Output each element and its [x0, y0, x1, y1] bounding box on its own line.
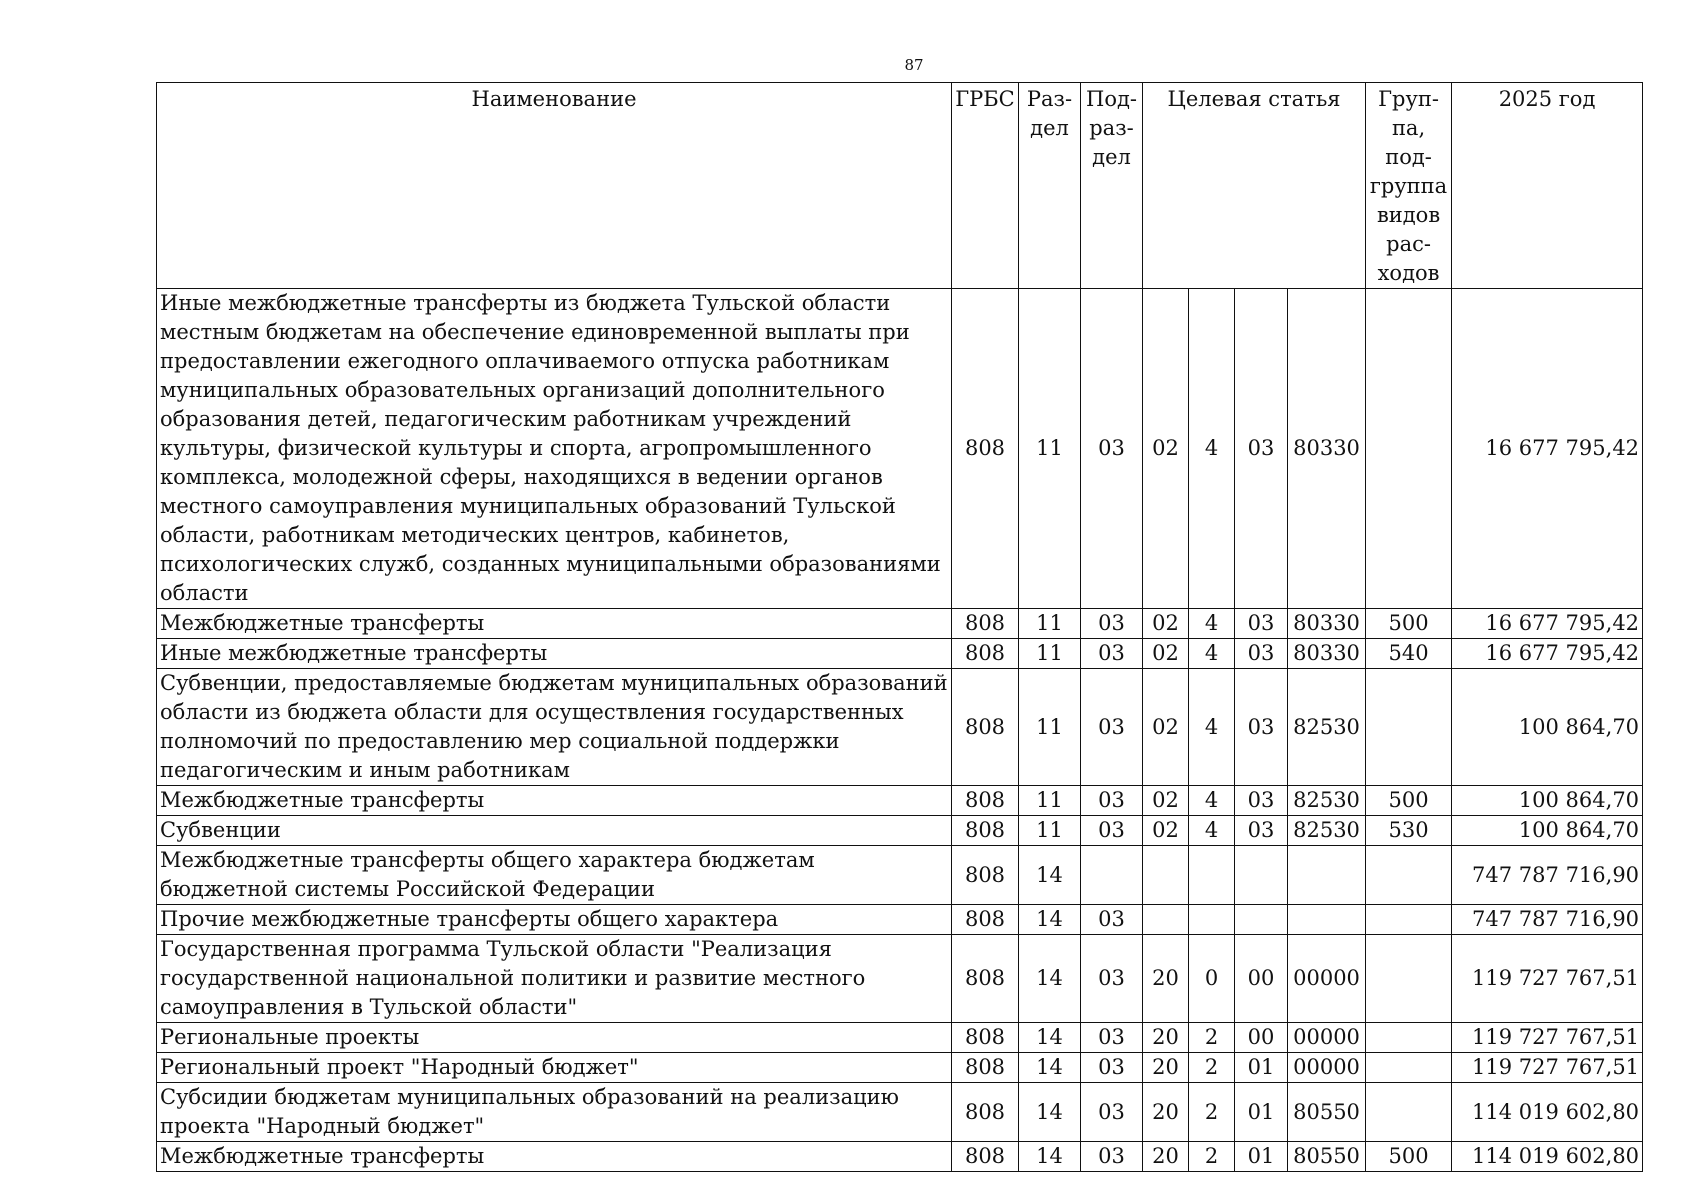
row-section: 14	[1019, 1142, 1081, 1172]
table-row	[157, 289, 1643, 609]
row-expense-group	[1366, 289, 1452, 609]
row-target-program: 02	[1143, 816, 1189, 846]
row-amount-2025: 100 864,70	[1452, 669, 1643, 786]
row-amount-2025: 119 727 767,51	[1452, 1023, 1643, 1053]
row-name: Иные межбюджетные трансферты	[157, 639, 952, 669]
row-subsection: 03	[1081, 905, 1143, 935]
row-target-direction: 00000	[1288, 1023, 1366, 1053]
table-row	[157, 846, 1643, 905]
row-subsection: 03	[1081, 816, 1143, 846]
row-name: Субвенции, предоставляемые бюджетам муниципальных образований области из бюджета области для осуществления государственных полномочий по предоставлению мер социальной поддержки педагогическим и иным работникам	[157, 669, 952, 786]
budget-table	[156, 82, 1643, 1172]
row-target-type: 4	[1189, 609, 1235, 639]
row-section: 14	[1019, 1083, 1081, 1142]
row-amount-2025: 119 727 767,51	[1452, 935, 1643, 1023]
row-subsection: 03	[1081, 935, 1143, 1023]
row-subsection: 03	[1081, 1023, 1143, 1053]
row-target-structure	[1235, 905, 1288, 935]
row-amount-2025: 100 864,70	[1452, 816, 1643, 846]
row-name: Межбюджетные трансферты	[157, 786, 952, 816]
header-grbs: ГРБС	[952, 83, 1019, 289]
row-target-structure: 03	[1235, 816, 1288, 846]
row-target-program: 20	[1143, 1023, 1189, 1053]
row-target-program: 02	[1143, 786, 1189, 816]
row-expense-group	[1366, 1053, 1452, 1083]
row-target-direction: 80550	[1288, 1083, 1366, 1142]
row-target-direction	[1288, 846, 1366, 905]
row-target-program: 20	[1143, 1053, 1189, 1083]
row-target-direction: 00000	[1288, 1053, 1366, 1083]
row-target-direction: 80330	[1288, 289, 1366, 609]
table-row	[157, 935, 1643, 1023]
row-target-program	[1143, 905, 1189, 935]
table-body	[157, 289, 1643, 1172]
row-grbs: 808	[952, 669, 1019, 786]
row-target-program: 20	[1143, 935, 1189, 1023]
row-name: Субвенции	[157, 816, 952, 846]
row-target-structure: 00	[1235, 1023, 1288, 1053]
row-target-type	[1189, 846, 1235, 905]
row-amount-2025: 119 727 767,51	[1452, 1053, 1643, 1083]
row-target-direction: 80330	[1288, 639, 1366, 669]
row-name: Межбюджетные трансферты общего характера бюджетам бюджетной системы Российской Федерации	[157, 846, 952, 905]
header-subsection: Под- раз- дел	[1081, 83, 1143, 289]
row-subsection: 03	[1081, 1142, 1143, 1172]
row-target-program: 02	[1143, 289, 1189, 609]
row-grbs: 808	[952, 1023, 1019, 1053]
row-target-direction: 82530	[1288, 786, 1366, 816]
row-target-direction: 82530	[1288, 816, 1366, 846]
row-expense-group	[1366, 1023, 1452, 1053]
row-amount-2025: 100 864,70	[1452, 786, 1643, 816]
row-expense-group	[1366, 669, 1452, 786]
row-target-type	[1189, 905, 1235, 935]
row-subsection: 03	[1081, 289, 1143, 609]
row-expense-group	[1366, 905, 1452, 935]
row-name: Региональные проекты	[157, 1023, 952, 1053]
row-section: 14	[1019, 846, 1081, 905]
row-amount-2025: 114 019 602,80	[1452, 1142, 1643, 1172]
row-expense-group	[1366, 846, 1452, 905]
row-grbs: 808	[952, 816, 1019, 846]
row-grbs: 808	[952, 786, 1019, 816]
row-target-structure: 00	[1235, 935, 1288, 1023]
row-subsection	[1081, 846, 1143, 905]
row-name: Межбюджетные трансферты	[157, 609, 952, 639]
row-name: Государственная программа Тульской области "Реализация государственной национальной политики и развитие местного самоуправления в Тульской области"	[157, 935, 952, 1023]
row-amount-2025: 16 677 795,42	[1452, 289, 1643, 609]
table-row	[157, 669, 1643, 786]
row-grbs: 808	[952, 846, 1019, 905]
row-target-type: 4	[1189, 639, 1235, 669]
row-subsection: 03	[1081, 639, 1143, 669]
row-target-direction: 00000	[1288, 935, 1366, 1023]
row-subsection: 03	[1081, 669, 1143, 786]
row-target-type: 2	[1189, 1142, 1235, 1172]
row-expense-group	[1366, 935, 1452, 1023]
row-target-type: 2	[1189, 1053, 1235, 1083]
row-expense-group: 540	[1366, 639, 1452, 669]
row-target-type: 0	[1189, 935, 1235, 1023]
row-target-structure: 01	[1235, 1142, 1288, 1172]
row-section: 14	[1019, 1053, 1081, 1083]
row-target-type: 2	[1189, 1083, 1235, 1142]
row-subsection: 03	[1081, 609, 1143, 639]
row-name: Субсидии бюджетам муниципальных образований на реализацию проекта "Народный бюджет"	[157, 1083, 952, 1142]
row-target-structure: 03	[1235, 639, 1288, 669]
row-target-structure: 03	[1235, 609, 1288, 639]
row-amount-2025: 747 787 716,90	[1452, 905, 1643, 935]
row-target-direction: 80550	[1288, 1142, 1366, 1172]
row-target-type: 4	[1189, 669, 1235, 786]
row-target-program: 02	[1143, 669, 1189, 786]
row-target-structure: 03	[1235, 289, 1288, 609]
row-target-type: 4	[1189, 289, 1235, 609]
row-grbs: 808	[952, 935, 1019, 1023]
row-target-type: 4	[1189, 816, 1235, 846]
header-year-2025: 2025 год	[1452, 83, 1643, 289]
page-number: 87	[904, 56, 924, 74]
row-subsection: 03	[1081, 1053, 1143, 1083]
row-section: 11	[1019, 639, 1081, 669]
row-expense-group: 500	[1366, 786, 1452, 816]
row-subsection: 03	[1081, 786, 1143, 816]
header-target-article: Целевая статья	[1143, 83, 1366, 289]
row-section: 11	[1019, 609, 1081, 639]
row-target-program: 20	[1143, 1083, 1189, 1142]
row-amount-2025: 747 787 716,90	[1452, 846, 1643, 905]
table-row	[157, 1053, 1643, 1083]
row-grbs: 808	[952, 609, 1019, 639]
row-target-type: 4	[1189, 786, 1235, 816]
table-row	[157, 786, 1643, 816]
row-target-structure: 03	[1235, 669, 1288, 786]
row-target-structure: 01	[1235, 1053, 1288, 1083]
row-target-direction: 82530	[1288, 669, 1366, 786]
table-row	[157, 1142, 1643, 1172]
row-target-structure: 01	[1235, 1083, 1288, 1142]
table-row	[157, 905, 1643, 935]
row-section: 11	[1019, 816, 1081, 846]
table-row	[157, 639, 1643, 669]
row-amount-2025: 16 677 795,42	[1452, 639, 1643, 669]
row-expense-group: 500	[1366, 1142, 1452, 1172]
header-name: Наименование	[157, 83, 952, 289]
row-expense-group: 530	[1366, 816, 1452, 846]
row-section: 11	[1019, 669, 1081, 786]
row-name: Межбюджетные трансферты	[157, 1142, 952, 1172]
table-row	[157, 1083, 1643, 1142]
table-row	[157, 609, 1643, 639]
row-grbs: 808	[952, 639, 1019, 669]
row-subsection: 03	[1081, 1083, 1143, 1142]
row-name: Иные межбюджетные трансферты из бюджета Тульской области местным бюджетам на обеспечение единовременной выплаты при предоставлении ежегодного оплачиваемого отпуска работникам муниципальных образовательных организаций дополнительного образования детей, педагогическим работникам учреждений культуры, физической культуры и спорта, агропромышленного комплекса, молодежной сферы, находящихся в ведении органов местного самоуправления муниципальных образований Тульской области, работникам методических центров, кабинетов, психологических служб, созданных муниципальными образованиями области	[157, 289, 952, 609]
header-expense-group: Груп- па, под- группа видов рас- ходов	[1366, 83, 1452, 289]
row-target-direction: 80330	[1288, 609, 1366, 639]
row-grbs: 808	[952, 1083, 1019, 1142]
row-target-structure	[1235, 846, 1288, 905]
table-header-row	[157, 83, 1643, 289]
row-expense-group: 500	[1366, 609, 1452, 639]
row-target-structure: 03	[1235, 786, 1288, 816]
row-grbs: 808	[952, 1053, 1019, 1083]
row-target-program: 20	[1143, 1142, 1189, 1172]
row-target-program	[1143, 846, 1189, 905]
row-section: 14	[1019, 905, 1081, 935]
row-amount-2025: 16 677 795,42	[1452, 609, 1643, 639]
row-expense-group	[1366, 1083, 1452, 1142]
row-target-program: 02	[1143, 639, 1189, 669]
row-name: Региональный проект "Народный бюджет"	[157, 1053, 952, 1083]
row-grbs: 808	[952, 905, 1019, 935]
row-target-direction	[1288, 905, 1366, 935]
row-grbs: 808	[952, 289, 1019, 609]
row-name: Прочие межбюджетные трансферты общего характера	[157, 905, 952, 935]
row-target-type: 2	[1189, 1023, 1235, 1053]
row-section: 14	[1019, 935, 1081, 1023]
row-section: 11	[1019, 289, 1081, 609]
row-amount-2025: 114 019 602,80	[1452, 1083, 1643, 1142]
row-grbs: 808	[952, 1142, 1019, 1172]
header-section: Раз- дел	[1019, 83, 1081, 289]
table-row	[157, 1023, 1643, 1053]
table-row	[157, 816, 1643, 846]
row-target-program: 02	[1143, 609, 1189, 639]
row-section: 11	[1019, 786, 1081, 816]
row-section: 14	[1019, 1023, 1081, 1053]
